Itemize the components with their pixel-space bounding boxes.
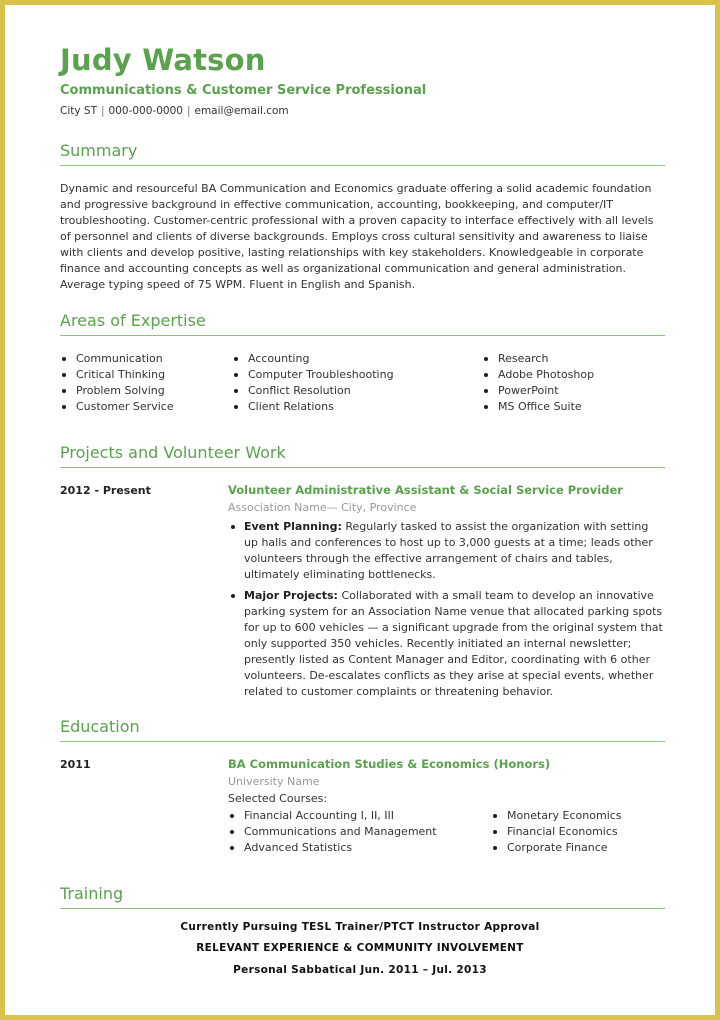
training-line-3: Personal Sabbatical Jun. 2011 – Jul. 2013 xyxy=(233,964,487,976)
courses-column-2 xyxy=(491,808,622,856)
course-item: Financial Accounting I, II, III xyxy=(228,808,437,824)
expertise-item: Conflict Resolution xyxy=(232,383,394,399)
expertise-item: Customer Service xyxy=(60,399,174,415)
section-title-training: Training xyxy=(60,884,665,909)
resume-page xyxy=(5,5,715,1015)
expertise-item: MS Office Suite xyxy=(482,399,594,415)
expertise-item: Computer Troubleshooting xyxy=(232,367,394,383)
courses-column-1 xyxy=(228,808,437,856)
project-detail-text: Collaborated with a small team to develop an innovative parking system for an Association Name venue that allocated parking spots for up to 600 vehicles — a significant upgrade from the original system that only supported 350 vehicles. Recently initiated an internal newsletter; presently listed as Content Manager and Editor, coordinating with 6 other volunteers. De-escalates conflicts as they arise at special events, whether related to customer complaints or threatening behavior. xyxy=(244,589,663,698)
expertise-item: Communication xyxy=(60,351,174,367)
project-role: Volunteer Administrative Assistant & Social Service Provider xyxy=(228,483,623,497)
contact-email: email@email.com xyxy=(194,105,289,117)
expertise-item: Client Relations xyxy=(232,399,394,415)
expertise-column-2 xyxy=(232,351,394,415)
expertise-column-3 xyxy=(482,351,594,415)
courses-label: Selected Courses: xyxy=(228,792,328,805)
expertise-column-1 xyxy=(60,351,174,415)
course-item: Corporate Finance xyxy=(491,840,622,856)
contact-separator: | xyxy=(186,105,191,117)
project-organization: Association Name— City, Province xyxy=(228,501,417,514)
contact-location: City ST xyxy=(60,105,97,117)
contact-separator: | xyxy=(101,105,105,117)
course-item: Financial Economics xyxy=(491,824,622,840)
training-line-2: RELEVANT EXPERIENCE & COMMUNITY INVOLVEMENT xyxy=(196,942,524,954)
training-line-1: Currently Pursuing TESL Trainer/PTCT Instructor Approval xyxy=(180,921,540,933)
course-item: Advanced Statistics xyxy=(228,840,437,856)
summary-text: Dynamic and resourceful BA Communication and Economics graduate offering a solid academic foundation and progressive background in effective communication, accounting, bookkeeping, and computer/IT troubleshooting. Customer-centric professional with a proven capacity to interface effectively with all levels of personnel and clients of diverse backgrounds. Employs cross cultural sensitivity and awareness to liaise with clients and develop positive, lasting relationships with key stakeholders. Knowledgeable in corporate finance and accounting concepts as well as organizational communication and general administration. Average typing speed of 75 WPM. Fluent in English and Spanish. xyxy=(60,182,654,291)
section-title-summary: Summary xyxy=(60,141,665,166)
project-detail-label: Event Planning: xyxy=(244,520,342,533)
project-detail-label: Major Projects: xyxy=(244,589,338,602)
expertise-item: Accounting xyxy=(232,351,394,367)
project-detail-item xyxy=(228,588,665,700)
course-item: Communications and Management xyxy=(228,824,437,840)
project-detail-text: Regularly tasked to assist the organization with setting up halls and conferences to host up to 3,000 guests at a time; leads other volunteers through the effective arrangement of chairs and tables, ultimately eliminating bottlenecks. xyxy=(244,520,653,581)
candidate-headline: Communications & Customer Service Professional xyxy=(60,83,427,98)
section-title-education: Education xyxy=(60,717,665,742)
education-date: 2011 xyxy=(60,758,91,771)
expertise-item: Critical Thinking xyxy=(60,367,174,383)
education-school: University Name xyxy=(228,775,320,788)
candidate-name: Judy Watson xyxy=(60,43,266,77)
section-title-projects: Projects and Volunteer Work xyxy=(60,443,665,468)
project-date: 2012 - Present xyxy=(60,484,151,497)
expertise-item: PowerPoint xyxy=(482,383,594,399)
section-title-expertise: Areas of Expertise xyxy=(60,311,665,336)
course-item: Monetary Economics xyxy=(491,808,622,824)
expertise-item: Adobe Photoshop xyxy=(482,367,594,383)
project-details xyxy=(228,519,665,700)
contact-line xyxy=(60,105,289,117)
expertise-item: Problem Solving xyxy=(60,383,174,399)
project-detail-item xyxy=(228,519,665,583)
expertise-item: Research xyxy=(482,351,594,367)
education-degree: BA Communication Studies & Economics (Honors) xyxy=(228,757,551,771)
contact-phone: 000-000-0000 xyxy=(108,105,183,117)
